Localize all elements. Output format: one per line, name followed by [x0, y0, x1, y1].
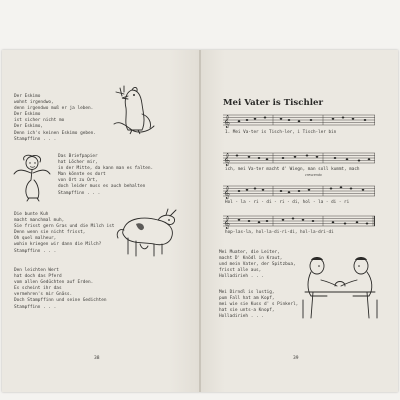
- stanza-eskimo: [14, 94, 96, 143]
- stanza-pferd: [14, 268, 107, 311]
- bird-illustration: [102, 84, 164, 136]
- stanza-line: Es scheint ihr das: [14, 286, 62, 292]
- verse-line: mei wie sie Kuss d' s Pinkerl,: [219, 302, 299, 308]
- open-book: [2, 50, 398, 392]
- dynamic-mark: crescendo: [305, 173, 322, 177]
- treble-clef-icon: 𝄞: [223, 115, 231, 128]
- verse-line: Holladirieh . . .: [219, 274, 264, 280]
- dancer-illustration: [10, 154, 54, 202]
- lyric-line: 1. Mei Va-ter is Tisch-ler, i Tisch-ler bin: [225, 130, 337, 135]
- stanza-line: in der Mitte, da kann man es falten.: [58, 166, 154, 172]
- cow-illustration: [114, 206, 184, 262]
- verse-line: und mein Vater, der Spitzbua,: [219, 262, 296, 268]
- lyric-line: hop-las-la, hol-la-di-ri-di, hol-la-dri-di: [225, 230, 334, 235]
- stanza-briefpapier: [58, 154, 153, 197]
- verse-muater: [219, 250, 296, 280]
- song-title: Mei Vater is Tischler: [223, 98, 323, 108]
- verse-line: macht D' Knödl in Kraut,: [219, 256, 283, 262]
- stanza-line: Oh quel malheur,: [14, 236, 57, 242]
- verse-line: Holladirieh . . .: [219, 314, 264, 320]
- verse-line: hat sie unts-a Knopf,: [219, 308, 275, 314]
- stanza-line: Denn ich's keinen Eskimo geben.: [14, 130, 96, 136]
- stanza-line: Stampffinn . . .: [58, 190, 101, 196]
- lyric-line: Hol - la - ri - di - ri - di, hol - la - di - ri: [225, 200, 350, 205]
- stanza-line: Das Briefpapier: [58, 154, 98, 159]
- page-number-right: 39: [293, 356, 299, 361]
- stanza-line: Der Eskimo: [14, 94, 41, 99]
- stanza-line: denn irgendwo muß er ja leben.: [14, 106, 94, 112]
- lyric-line: ich, mei Va-ter macht d' Wiegn, man soll kummt, mach: [225, 167, 360, 172]
- stanza-line: Den leichten Wert: [14, 268, 59, 273]
- stanza-line: von Ort zu Ort,: [58, 178, 98, 184]
- verse-line: pum Fall hat am Kopf,: [219, 296, 275, 302]
- stanza-line: Stampffinn . . .: [14, 304, 57, 310]
- right-page: [201, 50, 398, 392]
- stanza-line: Die bunte Kuh: [14, 212, 49, 217]
- stanza-line: Der Eskimo: [14, 112, 41, 118]
- stanza-line: Man könnte es dort: [58, 172, 106, 178]
- stanza-line: doch leider muss es auch behalten: [58, 184, 146, 190]
- verse-dirndl: [219, 290, 298, 320]
- stanza-line: vom allen Gedüchten auf Erden.: [14, 280, 94, 286]
- stanza-line: Doch Stampffinn und seine Gedichten: [14, 298, 107, 304]
- stanza-line: macht manchmal muh,: [14, 218, 65, 224]
- page-number-left: 38: [94, 356, 100, 361]
- stanza-line: hat doch das Pferd: [14, 274, 62, 280]
- music-staff-4: [223, 213, 375, 229]
- stanza-kuh: [14, 212, 114, 255]
- stanza-line: Sie frisst gern Gras und die Milch ist: [14, 224, 115, 230]
- stanza-line: Denn wenn sie nicht frisst,: [14, 230, 86, 236]
- stanza-line: Stampffinn . . .: [14, 248, 57, 254]
- stanza-line: Der Eskimo,: [14, 124, 44, 130]
- stanza-line: Stampffinn . . .: [14, 136, 57, 142]
- music-staff-2: [223, 150, 375, 166]
- left-page: [2, 50, 199, 392]
- table-scene-illustration: [299, 252, 381, 324]
- treble-clef-icon: 𝄞: [223, 216, 231, 229]
- verse-line: frisst alle aus,: [219, 268, 262, 274]
- music-staff-1: [223, 112, 375, 128]
- stanza-line: wohin kriegen wir dann die Milch?: [14, 242, 102, 248]
- treble-clef-icon: 𝄞: [223, 153, 231, 166]
- music-staff-3: [223, 183, 375, 199]
- verse-line: Mei Dirndl is lustig,: [219, 290, 275, 295]
- treble-clef-icon: 𝄞: [223, 186, 231, 199]
- stanza-line: vermehren's mir Gnäss.: [14, 292, 73, 298]
- stanza-line: ist sicher nicht mo: [14, 118, 65, 124]
- stanza-line: hat Löcher mir,: [58, 160, 98, 166]
- verse-line: Mei Muater, die Leiter,: [219, 250, 280, 255]
- stanza-line: wohnt irgendwo,: [14, 100, 54, 106]
